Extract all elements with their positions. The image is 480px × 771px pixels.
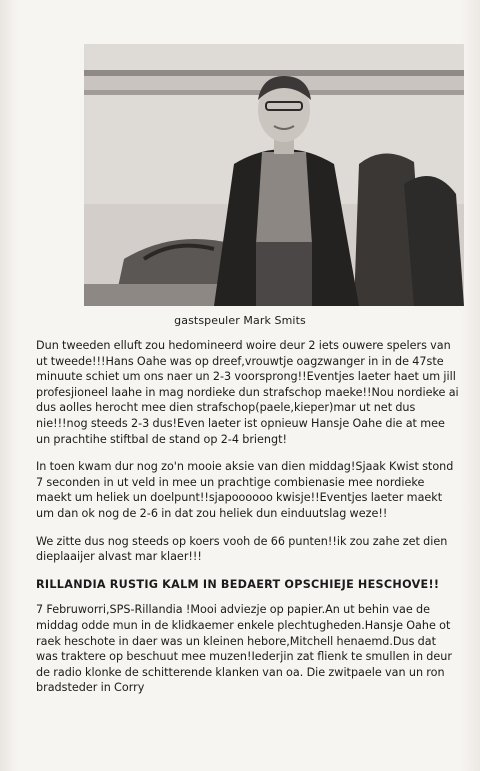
article-closing-paragraph: 7 Februworri,SPS-Rillandia !Mooi adviezje op papier.An ut behin vae de middag odde mun in de klidkaemer enkele plechtugheden.Hansje Oahe ot raek heschote in daer was un kleinen hebore,Mitchell henaemd.Dus dat was traktere op beschuut mee muzen!Iederjin zat flienk te smullen in deur de radio klonke de schitterende klanken van oa. Die zwitpaele van un ron bradsteder in Corry (36, 603, 452, 695)
photo-caption: gastspeuler Mark Smits (174, 314, 306, 327)
article-paragraph-1: Dun tweeden elluft zou hedomineerd woire deur 2 iets ouwere spelers van ut tweede!!!Hans Oahe was op dreef,vrouwtje oagzwanger in in de 47ste minuute schiet um ons naer un 2-3 voorsprong!!Eventjes laeter haet um jill profesjioneel laahe in mag nordieke dun strafschop maeke!!Nou nordieke ai dus aolles herocht mee dien strafschop(paele,kieper)mar ut net dus nie!!!nog steeds 2-3 dus!Even laeter ist opnieuw Hansje Oahe die at mee un prachtihe stiftbal de stand op 2-4 briengt! (36, 339, 459, 446)
player-photo (84, 44, 464, 306)
article-body (36, 338, 460, 708)
article-paragraph-2: In toen kwam dur nog zo'n mooie aksie van dien middag!Sjaak Kwist stond 7 seconden in ut veld in mee un prachtige combienasie mee nordieke maekt um heliek un doelpunt!!sjapoooooo kwisje!!Eventjes laeter maekt um dan ok nog de 2-6 in dat zou heliek dun einduutslag weze!! (36, 460, 454, 520)
player-photo-image (84, 44, 464, 306)
article-paragraph-3: We zitte dus nog steeds op koers vooh de 66 punten!!ik zou zahe zet dien dieplaaijer alvast mar klaer!!! (36, 534, 448, 564)
article-heading: RILLANDIA RUSTIG KALM IN BEDAERT OPSCHIEJE HESCHOVE!! (36, 577, 440, 591)
